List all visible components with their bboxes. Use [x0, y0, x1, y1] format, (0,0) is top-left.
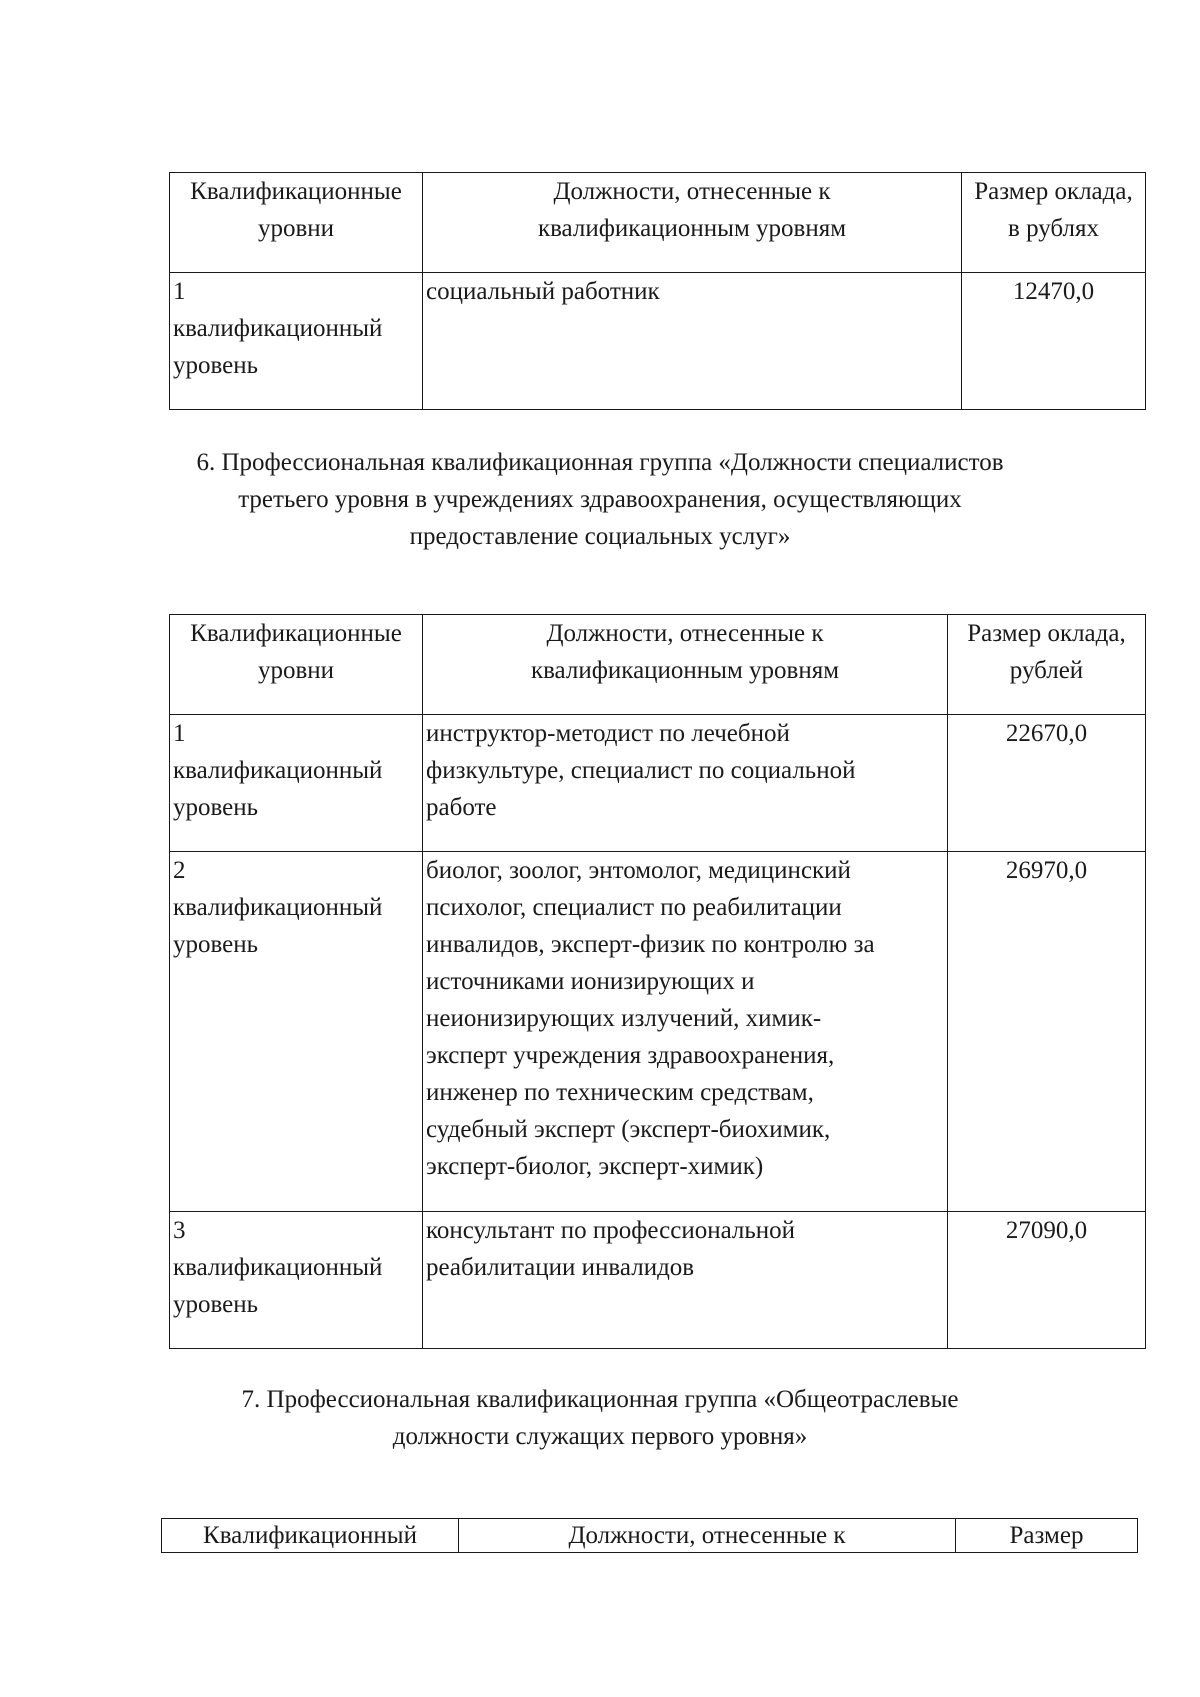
header-qualification-level: Квалификационный [162, 1519, 459, 1553]
salary-table-general-employees [161, 1518, 1138, 1553]
positions-cell: социальный работник [423, 273, 962, 410]
positions-cell: консультант по профессиональной реабилитации инвалидов [423, 1212, 948, 1349]
salary-table-social-workers [169, 172, 1146, 410]
table-row [170, 273, 1146, 410]
salary-cell: 12470,0 [962, 273, 1146, 410]
header-positions: Должности, отнесенные к квалификационным уровням [423, 615, 948, 715]
table-header-row [170, 173, 1146, 273]
salary-cell: 26970,0 [948, 852, 1146, 1212]
table-row [170, 852, 1146, 1212]
section-7-heading: 7. Профессиональная квалификационная группа «Общеотраслевые должности служащих первого уровня» [241, 1386, 959, 1450]
table-header-row [162, 1519, 1138, 1553]
table-row [170, 1212, 1146, 1349]
section-6-heading: 6. Профессиональная квалификационная группа «Должности специалистов третьего уровня в учреждениях здравоохранения, осуществляющих предоставление социальных услуг» [196, 449, 1004, 550]
header-qualification-levels: Квалификационные уровни [170, 173, 423, 273]
qualification-level-cell: 1 квалификационный уровень [170, 273, 423, 410]
positions-cell: инструктор-методист по лечебной физкультуре, специалист по социальной работе [423, 715, 948, 852]
salary-cell: 27090,0 [948, 1212, 1146, 1349]
salary-cell: 22670,0 [948, 715, 1146, 852]
header-positions: Должности, отнесенные к квалификационным уровням [423, 173, 962, 273]
qualification-level-cell: 2 квалификационный уровень [170, 852, 423, 1212]
salary-table-third-level-specialists [169, 614, 1146, 1349]
table-header-row [170, 615, 1146, 715]
table-row [170, 715, 1146, 852]
qualification-level-cell: 1 квалификационный уровень [170, 715, 423, 852]
header-qualification-levels: Квалификационные уровни [170, 615, 423, 715]
header-salary: Размер оклада, рублей [948, 615, 1146, 715]
header-salary: Размер [956, 1519, 1138, 1553]
header-positions: Должности, отнесенные к [459, 1519, 956, 1553]
positions-cell: биолог, зоолог, энтомолог, медицинский психолог, специалист по реабилитации инвалидов, эксперт-физик по контролю за источниками ионизирующих и неионизирующих излучений, химик- эксперт учреждения здравоохранения, инженер по техническим средствам, судебный эксперт (эксперт-биохимик, эксперт-биолог, эксперт-химик) [423, 852, 948, 1212]
header-salary: Размер оклада, в рублях [962, 173, 1146, 273]
qualification-level-cell: 3 квалификационный уровень [170, 1212, 423, 1349]
